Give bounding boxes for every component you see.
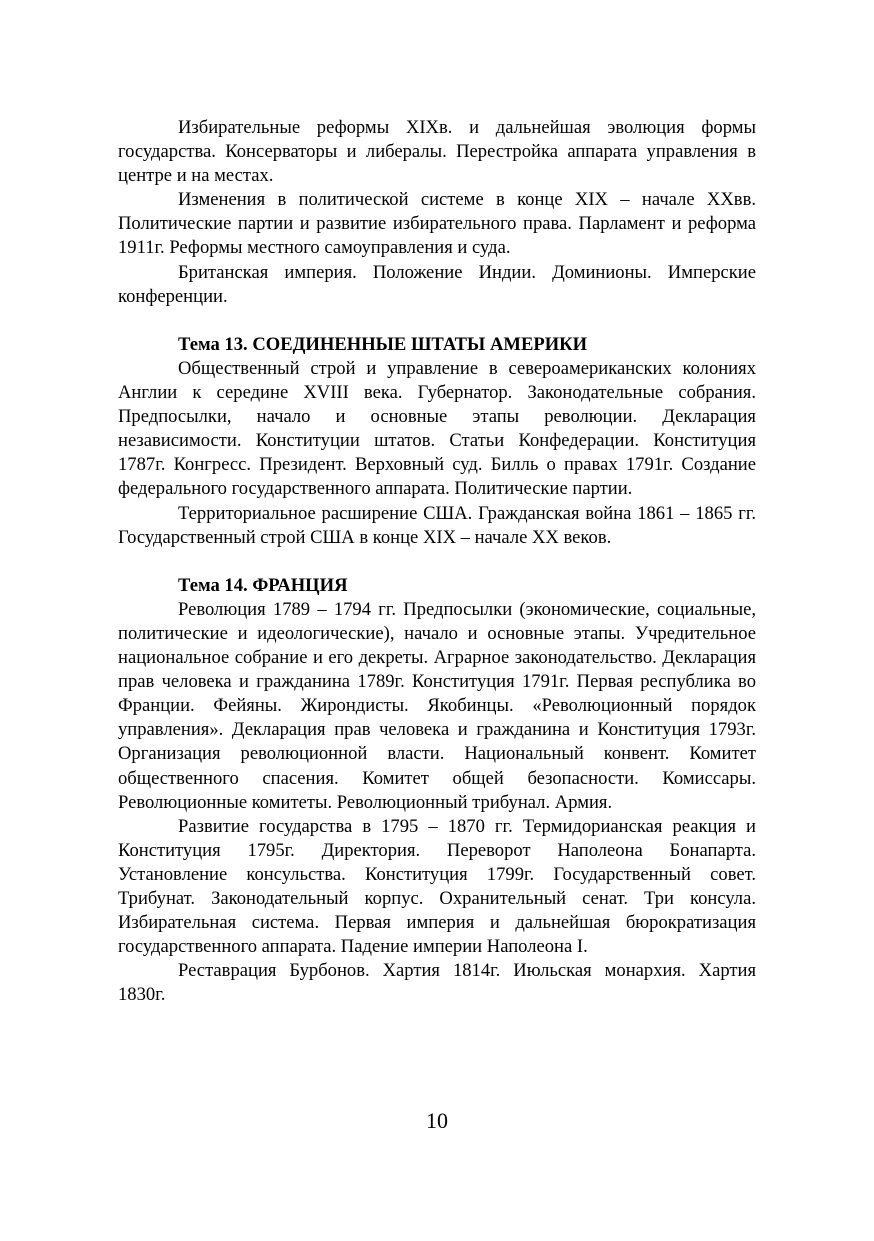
paragraph-british-empire: Британская империя. Положение Индии. Доминионы. Имперские конференции. — [118, 261, 756, 307]
section-spacer — [118, 309, 756, 333]
paragraph-uk-political-changes: Изменения в политической системе в конце XIX – начале XXвв. Политические партии и развитие избирательного права. Парламент и реформа 1911г. Реформы местного самоуправления и суда. — [118, 189, 756, 259]
paragraph-france-development: Развитие государства в 1795 – 1870 гг. Термидорианская реакция и Конституция 1795г. Директория. Переворот Наполеона Бонапарта. Установление консульства. Конституция 1799г. Государственный совет. Трибунат. Законодательный корпус. Охранительный сенат. Три консула. Избирательная система. Первая империя и дальнейшая бюрократизация государственного аппарата. Падение империи Наполеона I. — [118, 815, 756, 958]
paragraph-uk-reforms: Избирательные реформы XIXв. и дальнейшая эволюция формы государства. Консерваторы и либералы. Перестройка аппарата управления в центре и на местах. — [118, 117, 756, 187]
paragraph-france-restoration: Реставрация Бурбонов. Хартия 1814г. Июльская монархия. Хартия 1830г. — [118, 960, 756, 1006]
heading-usa: Тема 13. СОЕДИНЕННЫЕ ШТАТЫ АМЕРИКИ — [178, 333, 588, 355]
page-content — [118, 116, 756, 1007]
heading-france: Тема 14. ФРАНЦИЯ — [178, 574, 348, 596]
paragraph-usa-expansion: Территориальное расширение США. Гражданская война 1861 – 1865 гг. Государственный строй США в конце XIX – начале XX веков. — [118, 502, 756, 548]
page-number: 10 — [426, 1108, 448, 1133]
section-spacer — [118, 550, 756, 574]
paragraph-usa-colonies: Общественный строй и управление в североамериканских колониях Англии к середине XVIII века. Губернатор. Законодательные собрания. Предпосылки, начало и основные этапы революции. Декларация независимости. Конституции штатов. Статьи Конфедерации. Конституция 1787г. Конгресс. Президент. Верховный суд. Билль о правах 1791г. Создание федерального государственного аппарата. Политические партии. — [118, 357, 756, 500]
paragraph-france-revolution: Революция 1789 – 1794 гг. Предпосылки (экономические, социальные, политические и идеологические), начало и основные этапы. Учредительное национальное собрание и его декреты. Аграрное законодательство. Декларация прав человека и гражданина 1789г. Конституция 1791г. Первая республика во Франции. Фейяны. Жирондисты. Якобинцы. «Революционный порядок управления». Декларация прав человека и гражданина и Конституция 1793г. Организация революционной власти. Национальный конвент. Комитет общественного спасения. Комитет общей безопасности. Комиссары. Революционные комитеты. Революционный трибунал. Армия. — [118, 598, 756, 813]
